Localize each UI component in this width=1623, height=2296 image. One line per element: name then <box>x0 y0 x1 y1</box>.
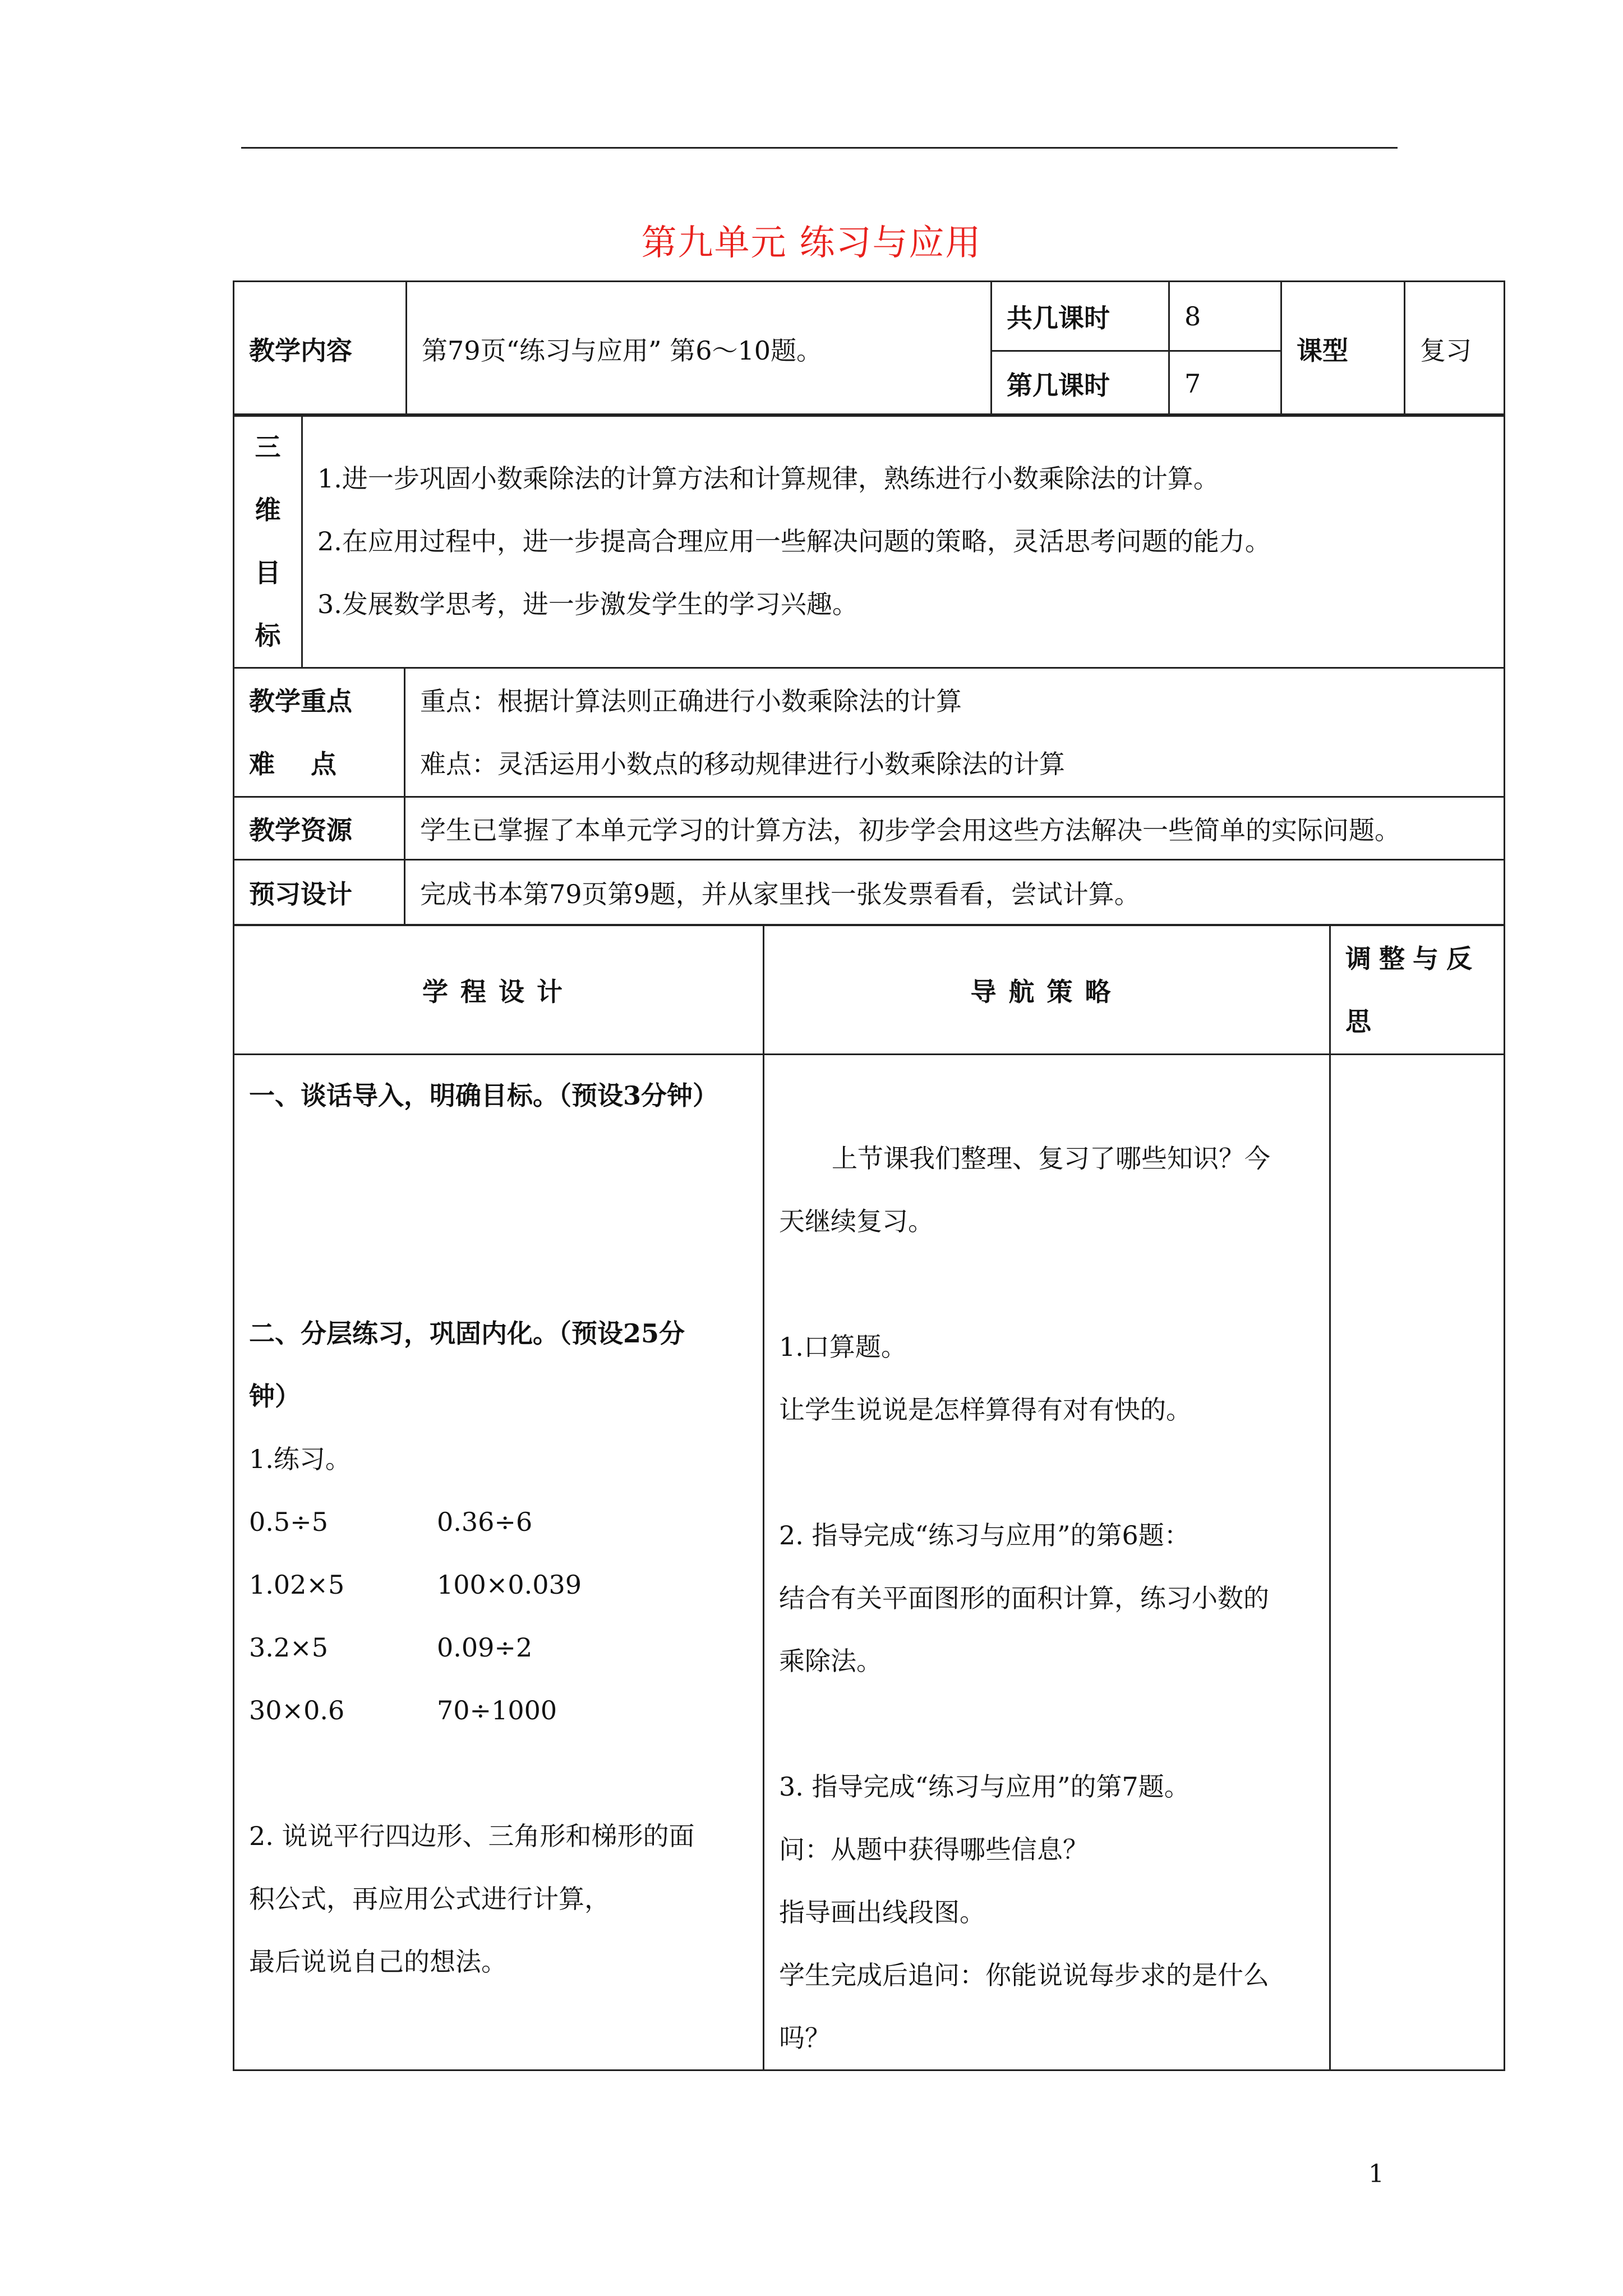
design-strategy-cell <box>764 1055 1330 2070</box>
objective-item: 3.发展数学思考，进一步激发学生的学习兴趣。 <box>317 588 858 619</box>
design-process-cell <box>234 1055 764 2070</box>
strategy-3-followup: 学生完成后追问：你能说说每步求的是什么 <box>779 1960 1269 1990</box>
page-title: 第九单元 练习与应用 <box>641 222 982 263</box>
total-hours-value: 8 <box>1169 282 1281 351</box>
design-header-strategy: 导航策略 <box>764 926 1330 1055</box>
content-label: 教学内容 <box>234 282 407 416</box>
key-points-label: 教学重点 难 点 <box>234 668 405 797</box>
design-table <box>233 924 1505 2071</box>
strategy-3-guide: 指导画出线段图。 <box>779 1897 985 1927</box>
design-header-process: 学程设计 <box>234 926 764 1055</box>
lesson-type-value: 复习 <box>1405 282 1505 416</box>
section-practice-heading: 二、分层练习，巩固内化。（预设25分 <box>249 1318 685 1349</box>
strategy-2-text: 乘除法。 <box>779 1646 882 1676</box>
calc-expression: 30×0.6 <box>249 1695 345 1726</box>
calc-expression: 70÷1000 <box>437 1695 557 1726</box>
calc-row <box>249 1553 763 1616</box>
objective-item: 2.在应用过程中，进一步提高合理应用一些解决问题的策略，灵活思考问题的能力。 <box>317 526 1271 556</box>
reflection-cell <box>1330 1055 1505 2070</box>
difficult-point-text: 难点：灵活运用小数点的移动规律进行小数乘除法的计算 <box>420 748 1065 779</box>
strategy-2-title: 2. 指导完成“练习与应用”的第6题： <box>779 1520 1190 1550</box>
strategy-3-title: 3. 指导完成“练习与应用”的第7题。 <box>779 1772 1190 1802</box>
key-points-content <box>405 668 1505 797</box>
key-point-text: 重点：根据计算法则正确进行小数乘除法的计算 <box>420 685 962 716</box>
page-number: 1 <box>1368 2160 1384 2188</box>
design-header-reflection: 调整与反 思 <box>1330 926 1505 1055</box>
calc-row <box>249 1616 763 1679</box>
total-hours-label: 共几课时 <box>992 282 1169 351</box>
item2-text: 2. 说说平行四边形、三角形和梯形的面 <box>249 1821 695 1851</box>
item2-text: 积公式，再应用公式进行计算， <box>249 1884 610 1914</box>
objectives-label: 三 维 目 标 <box>234 415 302 668</box>
practice-title: 1.练习。 <box>249 1444 351 1474</box>
calc-expression: 0.5÷5 <box>249 1507 328 1537</box>
calc-expression: 100×0.039 <box>437 1570 582 1600</box>
content-value: 第79页“练习与应用” 第6～10题。 <box>407 282 992 416</box>
calc-expression: 0.09÷2 <box>437 1632 533 1663</box>
strategy-2-text: 结合有关平面图形的面积计算，练习小数的 <box>779 1583 1269 1613</box>
resources-value: 学生已掌握了本单元学习的计算方法，初步学会用这些方法解决一些简单的实际问题。 <box>405 797 1505 860</box>
resources-label: 教学资源 <box>234 797 405 860</box>
lesson-info-table <box>233 280 1505 417</box>
objective-item: 1.进一步巩固小数乘除法的计算方法和计算规律，熟练进行小数乘除法的计算。 <box>317 463 1219 494</box>
objectives-list <box>302 415 1505 668</box>
calc-expression: 3.2×5 <box>249 1632 328 1663</box>
section-intro-heading: 一、谈话导入，明确目标。（预设3分钟） <box>249 1080 719 1111</box>
calc-expression: 0.36÷6 <box>437 1507 533 1537</box>
strategy-1-title: 1.口算题。 <box>779 1332 907 1362</box>
current-hour-label: 第几课时 <box>992 351 1169 416</box>
preview-label: 预习设计 <box>234 860 405 925</box>
current-hour-value: 7 <box>1169 351 1281 416</box>
strategy-1-text: 让学生说说是怎样算得有对有快的。 <box>779 1395 1192 1425</box>
intro-text: 上节课我们整理、复习了哪些知识？今 <box>832 1143 1270 1174</box>
calc-row <box>249 1679 763 1742</box>
header-rule <box>241 147 1398 149</box>
intro-text: 天继续复习。 <box>779 1206 934 1236</box>
calc-row <box>249 1490 763 1553</box>
strategy-3-question: 问：从题中获得哪些信息？ <box>779 1834 1089 1865</box>
calc-expression: 1.02×5 <box>249 1570 345 1600</box>
strategy-3-followup: 吗？ <box>779 2023 831 2053</box>
section-practice-heading-cont: 钟） <box>249 1381 301 1411</box>
item2-text: 最后说说自己的想法。 <box>249 1947 507 1977</box>
lesson-type-label: 课型 <box>1281 282 1405 416</box>
lesson-plan-table <box>233 413 1505 926</box>
preview-value: 完成书本第79页第9题，并从家里找一张发票看看，尝试计算。 <box>405 860 1505 925</box>
